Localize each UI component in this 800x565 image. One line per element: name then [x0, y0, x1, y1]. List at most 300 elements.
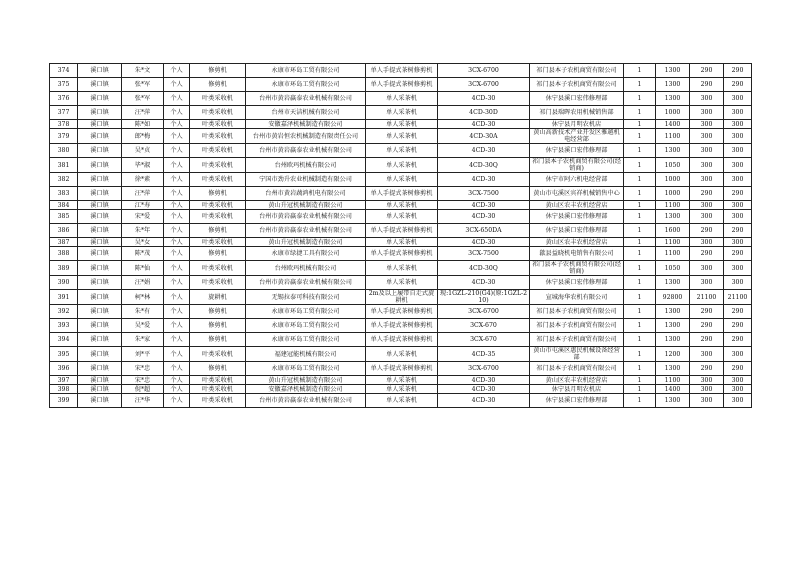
cell-qty: 1	[624, 158, 656, 173]
cell-no: 395	[50, 347, 78, 362]
cell-machine: 单人采茶机	[366, 106, 438, 120]
cell-name: 陈*仙	[122, 261, 164, 276]
cell-total: 300	[724, 120, 752, 129]
table-row	[50, 187, 752, 201]
cell-subsidy: 21100	[690, 290, 724, 305]
cell-town: 溪口镇	[78, 224, 122, 238]
cell-type: 个人	[164, 78, 190, 92]
cell-town: 溪口镇	[78, 238, 122, 247]
cell-maker: 安徽嘉泽机械制造有限公司	[246, 385, 366, 394]
cell-total: 290	[724, 362, 752, 376]
cell-model: 3CX-6700	[438, 305, 530, 319]
cell-dealer: 黄山市屯溪区惠民机械设备经营部	[530, 347, 624, 362]
cell-price: 1000	[656, 187, 690, 201]
cell-maker: 台州市黄岩赢泰农业机械有限公司	[246, 224, 366, 238]
cell-town: 溪口镇	[78, 106, 122, 120]
cell-total: 290	[724, 187, 752, 201]
cell-price: 1300	[656, 64, 690, 78]
cell-category: 叶类采收机	[190, 158, 246, 173]
cell-maker: 台州市黄岩赢泰农业机械有限公司	[246, 144, 366, 158]
cell-qty: 1	[624, 187, 656, 201]
cell-category: 修剪机	[190, 247, 246, 261]
table-row	[50, 333, 752, 347]
cell-dealer: 休宁县溪口宏伟修理部	[530, 144, 624, 158]
table-row	[50, 92, 752, 106]
cell-total: 21100	[724, 290, 752, 305]
cell-machine: 单人采茶机	[366, 385, 438, 394]
cell-model: 4CD-30	[438, 238, 530, 247]
cell-machine: 单人采茶机	[366, 92, 438, 106]
cell-price: 1300	[656, 92, 690, 106]
cell-total: 290	[724, 305, 752, 319]
cell-price: 1300	[656, 394, 690, 408]
table-row	[50, 106, 752, 120]
cell-total: 300	[724, 144, 752, 158]
cell-machine: 单人手提式茶树修剪机	[366, 319, 438, 333]
cell-town: 溪口镇	[78, 347, 122, 362]
cell-type: 个人	[164, 319, 190, 333]
cell-dealer: 歙县益晓机电销售有限公司	[530, 247, 624, 261]
cell-model: 4CD-30D	[438, 106, 530, 120]
cell-price: 1200	[656, 347, 690, 362]
cell-dealer: 黄山市屯溪区宾祥机械销售中心	[530, 187, 624, 201]
cell-model: 3CX-6700	[438, 64, 530, 78]
cell-subsidy: 290	[690, 187, 724, 201]
cell-category: 叶类采收机	[190, 261, 246, 276]
cell-category: 修剪机	[190, 305, 246, 319]
cell-category: 修剪机	[190, 187, 246, 201]
cell-qty: 1	[624, 92, 656, 106]
table-row	[50, 247, 752, 261]
cell-category: 修剪机	[190, 64, 246, 78]
cell-qty: 1	[624, 120, 656, 129]
cell-model: 4CD-30Q	[438, 158, 530, 173]
cell-price: 1100	[656, 201, 690, 210]
cell-qty: 1	[624, 394, 656, 408]
cell-price: 1100	[656, 376, 690, 385]
cell-town: 溪口镇	[78, 319, 122, 333]
cell-town: 溪口镇	[78, 64, 122, 78]
cell-machine: 单人采茶机	[366, 238, 438, 247]
cell-subsidy: 300	[690, 173, 724, 187]
cell-no: 399	[50, 394, 78, 408]
cell-no: 379	[50, 129, 78, 144]
cell-machine: 单人手提式茶树修剪机	[366, 333, 438, 347]
cell-price: 92800	[656, 290, 690, 305]
cell-dealer: 黄山区农丰农机经营店	[530, 376, 624, 385]
cell-name: 陈*茂	[122, 247, 164, 261]
cell-dealer: 祁门县本子农机商贸有限公司(经销商)	[530, 158, 624, 173]
cell-town: 溪口镇	[78, 362, 122, 376]
cell-type: 个人	[164, 290, 190, 305]
cell-maker: 黄山升冠机械制造有限公司	[246, 201, 366, 210]
cell-subsidy: 300	[690, 129, 724, 144]
cell-category: 修剪机	[190, 224, 246, 238]
cell-type: 个人	[164, 347, 190, 362]
cell-type: 个人	[164, 64, 190, 78]
cell-subsidy: 290	[690, 224, 724, 238]
cell-subsidy: 300	[690, 144, 724, 158]
cell-qty: 1	[624, 376, 656, 385]
cell-category: 叶类采收机	[190, 347, 246, 362]
cell-dealer: 宣城海华农机有限公司	[530, 290, 624, 305]
cell-maker: 台州市黄岩蔬鸿机电有限公司	[246, 187, 366, 201]
cell-maker: 台州市黄岩赢泰农业机械有限公司	[246, 92, 366, 106]
cell-maker: 福建冠能机械有限公司	[246, 347, 366, 362]
cell-type: 个人	[164, 224, 190, 238]
table-row	[50, 238, 752, 247]
cell-subsidy: 290	[690, 319, 724, 333]
cell-machine: 单人手提式茶树修剪机	[366, 247, 438, 261]
cell-maker: 永康市环岛工贸有限公司	[246, 319, 366, 333]
table-row	[50, 319, 752, 333]
table-row	[50, 173, 752, 187]
cell-town: 溪口镇	[78, 394, 122, 408]
cell-type: 个人	[164, 129, 190, 144]
cell-name: 朱*家	[122, 333, 164, 347]
cell-town: 溪口镇	[78, 173, 122, 187]
cell-total: 300	[724, 210, 752, 224]
cell-name: 汪*萍	[122, 106, 164, 120]
cell-type: 个人	[164, 362, 190, 376]
cell-maker: 无锡拉泰可科技有限公司	[246, 290, 366, 305]
cell-machine: 单人采茶机	[366, 394, 438, 408]
cell-subsidy: 290	[690, 247, 724, 261]
cell-model: 3CX-670	[438, 333, 530, 347]
cell-model: 4CD-30	[438, 210, 530, 224]
cell-no: 380	[50, 144, 78, 158]
table-row	[50, 201, 752, 210]
cell-qty: 1	[624, 333, 656, 347]
table-row	[50, 290, 752, 305]
table-row	[50, 224, 752, 238]
cell-total: 300	[724, 376, 752, 385]
cell-subsidy: 290	[690, 78, 724, 92]
cell-name: 朱*有	[122, 305, 164, 319]
cell-model: 4CD-30	[438, 92, 530, 106]
cell-total: 290	[724, 247, 752, 261]
cell-type: 个人	[164, 201, 190, 210]
table-row	[50, 120, 752, 129]
cell-type: 个人	[164, 333, 190, 347]
cell-dealer: 祁门县本子农机商贸有限公司	[530, 78, 624, 92]
cell-machine: 单人采茶机	[366, 210, 438, 224]
cell-price: 1100	[656, 247, 690, 261]
cell-name: 徐*素	[122, 173, 164, 187]
cell-name: 宋*忠	[122, 362, 164, 376]
subsidy-table	[49, 63, 752, 408]
cell-type: 个人	[164, 92, 190, 106]
cell-maker: 永康市环岛工贸有限公司	[246, 362, 366, 376]
cell-name: 汪*萍	[122, 187, 164, 201]
cell-total: 300	[724, 106, 752, 120]
cell-name: 吴*爱	[122, 319, 164, 333]
cell-maker: 永康市绿捷工具有限公司	[246, 247, 366, 261]
table-row	[50, 362, 752, 376]
cell-name: 宋*爱	[122, 210, 164, 224]
cell-model: 4CD-30	[438, 144, 530, 158]
cell-model: 4CD-30	[438, 173, 530, 187]
cell-model: 4CD-30A	[438, 129, 530, 144]
cell-machine: 单人采茶机	[366, 158, 438, 173]
table-body	[50, 64, 752, 408]
cell-type: 个人	[164, 120, 190, 129]
cell-total: 300	[724, 129, 752, 144]
cell-machine: 单人采茶机	[366, 144, 438, 158]
table-row	[50, 385, 752, 394]
cell-no: 374	[50, 64, 78, 78]
cell-subsidy: 290	[690, 362, 724, 376]
cell-town: 溪口镇	[78, 376, 122, 385]
cell-qty: 1	[624, 362, 656, 376]
cell-total: 300	[724, 201, 752, 210]
cell-name: 张*军	[122, 92, 164, 106]
cell-category: 修剪机	[190, 319, 246, 333]
cell-dealer: 休宁县溪口宏伟修理部	[530, 224, 624, 238]
cell-name: 柯*林	[122, 290, 164, 305]
cell-category: 修剪机	[190, 362, 246, 376]
cell-model: 4CD-30	[438, 276, 530, 290]
table-row	[50, 64, 752, 78]
cell-maker: 黄山升冠机械制造有限公司	[246, 376, 366, 385]
cell-town: 溪口镇	[78, 129, 122, 144]
cell-town: 溪口镇	[78, 385, 122, 394]
cell-type: 个人	[164, 247, 190, 261]
cell-town: 溪口镇	[78, 201, 122, 210]
cell-subsidy: 290	[690, 64, 724, 78]
cell-subsidy: 300	[690, 261, 724, 276]
cell-category: 叶类采收机	[190, 276, 246, 290]
cell-total: 300	[724, 385, 752, 394]
cell-maker: 黄山升冠机械制造有限公司	[246, 238, 366, 247]
cell-no: 382	[50, 173, 78, 187]
cell-total: 300	[724, 92, 752, 106]
cell-maker: 台州市黄岩赢泰农业机械有限公司	[246, 276, 366, 290]
cell-dealer: 祁门县本子农机商贸有限公司	[530, 333, 624, 347]
cell-type: 个人	[164, 238, 190, 247]
cell-machine: 单人采茶机	[366, 173, 438, 187]
cell-price: 1300	[656, 144, 690, 158]
cell-machine: 单人采茶机	[366, 201, 438, 210]
cell-name: 陈*如	[122, 120, 164, 129]
table-row	[50, 305, 752, 319]
cell-maker: 安徽嘉泽机械制造有限公司	[246, 120, 366, 129]
cell-machine: 2m及以上履带自走式旋耕机	[366, 290, 438, 305]
cell-price: 1100	[656, 238, 690, 247]
cell-category: 叶类采收机	[190, 394, 246, 408]
cell-no: 381	[50, 158, 78, 173]
cell-type: 个人	[164, 210, 190, 224]
cell-subsidy: 300	[690, 347, 724, 362]
cell-subsidy: 300	[690, 238, 724, 247]
cell-no: 393	[50, 319, 78, 333]
cell-price: 1050	[656, 261, 690, 276]
cell-dealer: 休宁县月明农机店	[530, 120, 624, 129]
cell-machine: 单人采茶机	[366, 120, 438, 129]
cell-model: 4CD-30	[438, 120, 530, 129]
cell-total: 300	[724, 158, 752, 173]
cell-no: 376	[50, 92, 78, 106]
cell-qty: 1	[624, 238, 656, 247]
cell-dealer: 祁门县本子农机商贸有限公司(经销商)	[530, 261, 624, 276]
cell-qty: 1	[624, 129, 656, 144]
cell-machine: 单人手提式茶树修剪机	[366, 78, 438, 92]
cell-no: 385	[50, 210, 78, 224]
cell-maker: 永康市环岛工贸有限公司	[246, 78, 366, 92]
cell-name: 宋*忠	[122, 376, 164, 385]
cell-total: 290	[724, 319, 752, 333]
cell-dealer: 祁门县本子农机商贸有限公司	[530, 362, 624, 376]
cell-town: 溪口镇	[78, 210, 122, 224]
cell-maker: 永康市环岛工贸有限公司	[246, 333, 366, 347]
cell-town: 溪口镇	[78, 92, 122, 106]
cell-maker: 台州市黄岩恒农机械制造有限责任公司	[246, 129, 366, 144]
cell-maker: 台州市天洁机械有限公司	[246, 106, 366, 120]
cell-qty: 1	[624, 261, 656, 276]
cell-category: 叶类采收机	[190, 173, 246, 187]
cell-qty: 1	[624, 319, 656, 333]
cell-town: 溪口镇	[78, 290, 122, 305]
cell-price: 1400	[656, 385, 690, 394]
cell-name: 张*军	[122, 78, 164, 92]
cell-name: 郎*梅	[122, 129, 164, 144]
cell-dealer: 休宁市阿六机电经营部	[530, 173, 624, 187]
table-row	[50, 347, 752, 362]
cell-qty: 1	[624, 224, 656, 238]
cell-qty: 1	[624, 201, 656, 210]
cell-category: 叶类采收机	[190, 92, 246, 106]
cell-subsidy: 300	[690, 201, 724, 210]
cell-total: 300	[724, 261, 752, 276]
cell-model: 4CD-30	[438, 376, 530, 385]
cell-type: 个人	[164, 144, 190, 158]
cell-dealer: 祁门县本子农机商贸有限公司	[530, 64, 624, 78]
cell-no: 378	[50, 120, 78, 129]
cell-type: 个人	[164, 187, 190, 201]
cell-category: 叶类采收机	[190, 129, 246, 144]
cell-dealer: 祁门县瑞晖农用机械销售部	[530, 106, 624, 120]
cell-qty: 1	[624, 305, 656, 319]
cell-subsidy: 300	[690, 120, 724, 129]
cell-no: 387	[50, 238, 78, 247]
cell-qty: 1	[624, 106, 656, 120]
cell-subsidy: 300	[690, 394, 724, 408]
cell-town: 溪口镇	[78, 261, 122, 276]
cell-maker: 永康市环岛工贸有限公司	[246, 305, 366, 319]
cell-no: 394	[50, 333, 78, 347]
table-row	[50, 158, 752, 173]
cell-dealer: 休宁县溪口宏伟修理部	[530, 92, 624, 106]
table-row	[50, 376, 752, 385]
cell-machine: 单人手提式茶树修剪机	[366, 187, 438, 201]
cell-dealer: 休宁县溪口宏伟修理部	[530, 210, 624, 224]
cell-dealer: 黄山区农丰农机经营店	[530, 201, 624, 210]
cell-no: 398	[50, 385, 78, 394]
cell-no: 392	[50, 305, 78, 319]
cell-qty: 1	[624, 347, 656, 362]
cell-qty: 1	[624, 290, 656, 305]
cell-name: 江*寿	[122, 201, 164, 210]
cell-no: 390	[50, 276, 78, 290]
cell-price: 1300	[656, 305, 690, 319]
cell-dealer: 休宁县溪口宏伟修理部	[530, 394, 624, 408]
cell-town: 溪口镇	[78, 333, 122, 347]
cell-no: 388	[50, 247, 78, 261]
cell-subsidy: 300	[690, 276, 724, 290]
cell-subsidy: 300	[690, 92, 724, 106]
cell-price: 1400	[656, 120, 690, 129]
cell-category: 叶类采收机	[190, 238, 246, 247]
cell-dealer: 黄山区农丰农机经营店	[530, 238, 624, 247]
cell-town: 溪口镇	[78, 187, 122, 201]
cell-total: 290	[724, 78, 752, 92]
cell-maker: 台州市黄岩赢泰农业机械有限公司	[246, 210, 366, 224]
cell-model: 3CX-6700	[438, 362, 530, 376]
cell-dealer: 祁门县本子农机商贸有限公司	[530, 319, 624, 333]
cell-name: 吴*贞	[122, 144, 164, 158]
cell-machine: 单人采茶机	[366, 276, 438, 290]
cell-price: 1050	[656, 158, 690, 173]
cell-price: 1300	[656, 362, 690, 376]
cell-total: 300	[724, 173, 752, 187]
cell-no: 396	[50, 362, 78, 376]
cell-town: 溪口镇	[78, 276, 122, 290]
cell-total: 300	[724, 394, 752, 408]
cell-type: 个人	[164, 261, 190, 276]
cell-subsidy: 300	[690, 376, 724, 385]
cell-name: 汪*华	[122, 394, 164, 408]
cell-town: 溪口镇	[78, 120, 122, 129]
cell-subsidy: 300	[690, 210, 724, 224]
cell-town: 溪口镇	[78, 158, 122, 173]
cell-qty: 1	[624, 276, 656, 290]
cell-model: 4CD-35	[438, 347, 530, 362]
table-row	[50, 129, 752, 144]
cell-total: 300	[724, 347, 752, 362]
table-row	[50, 144, 752, 158]
cell-price: 1300	[656, 276, 690, 290]
cell-category: 修剪机	[190, 78, 246, 92]
cell-category: 叶类采收机	[190, 376, 246, 385]
cell-category: 旋耕机	[190, 290, 246, 305]
cell-maker: 宁国市劲升农业机械制造有限公司	[246, 173, 366, 187]
cell-subsidy: 300	[690, 158, 724, 173]
cell-machine: 单人采茶机	[366, 129, 438, 144]
cell-category: 叶类采收机	[190, 106, 246, 120]
cell-name: 朱*文	[122, 64, 164, 78]
cell-machine: 单人采茶机	[366, 347, 438, 362]
cell-machine: 单人手提式茶树修剪机	[366, 305, 438, 319]
cell-machine: 单人手提式茶树修剪机	[366, 224, 438, 238]
cell-total: 300	[724, 276, 752, 290]
cell-machine: 单人手提式茶树修剪机	[366, 362, 438, 376]
cell-maker: 台州欧玛机械有限公司	[246, 261, 366, 276]
cell-town: 溪口镇	[78, 247, 122, 261]
cell-no: 383	[50, 187, 78, 201]
cell-model: 4CD-30	[438, 385, 530, 394]
cell-price: 1000	[656, 106, 690, 120]
cell-name: 倪*超	[122, 385, 164, 394]
cell-name: 朱*年	[122, 224, 164, 238]
cell-model: 4CD-30	[438, 201, 530, 210]
cell-qty: 1	[624, 144, 656, 158]
cell-name: 汪*娟	[122, 276, 164, 290]
cell-price: 1600	[656, 224, 690, 238]
cell-price: 1000	[656, 173, 690, 187]
cell-type: 个人	[164, 394, 190, 408]
cell-town: 溪口镇	[78, 305, 122, 319]
table-row	[50, 78, 752, 92]
